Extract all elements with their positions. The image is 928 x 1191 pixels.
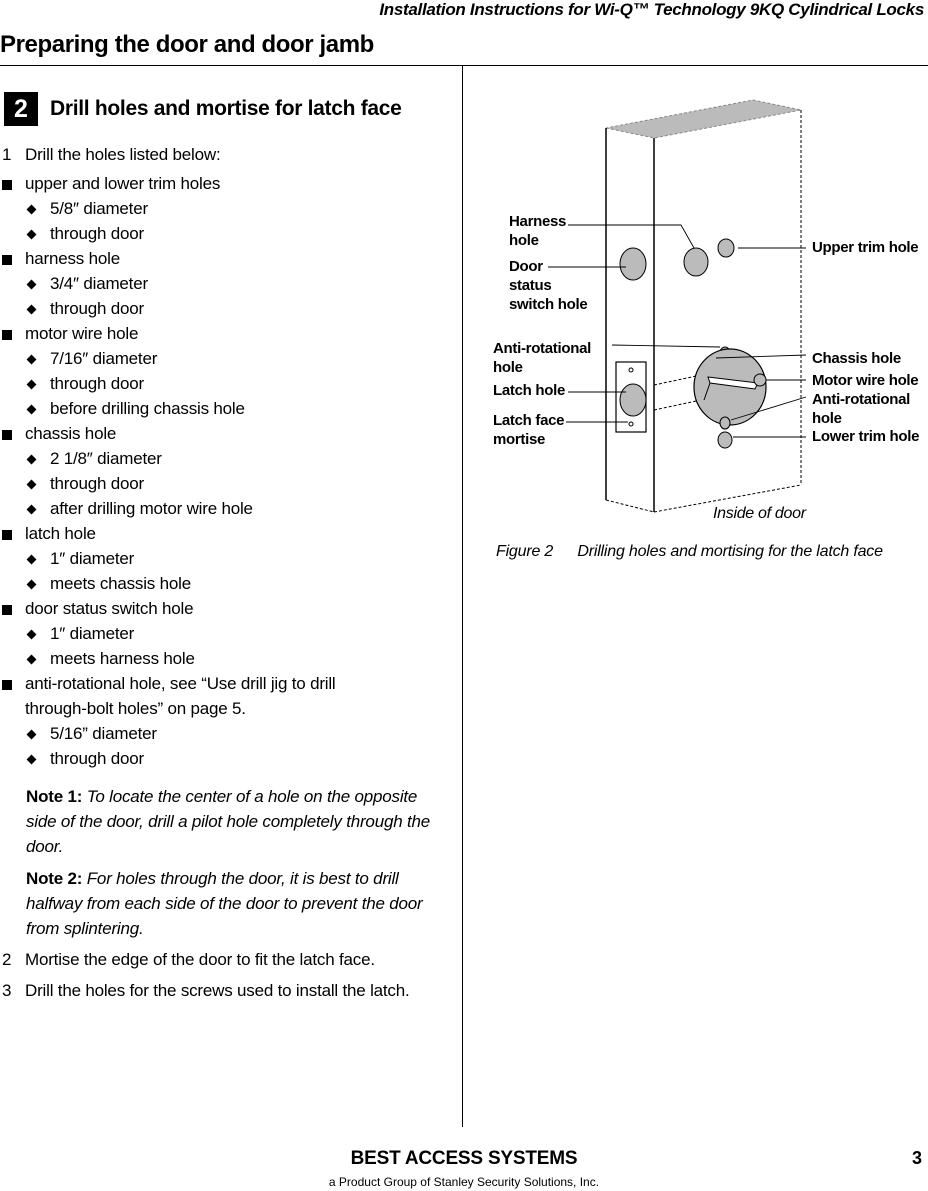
label-anti-rotational-hole-right: Anti-rotational hole bbox=[812, 391, 910, 427]
instruction-item: Drill the holes for the screws used to install the latch. bbox=[25, 981, 410, 1000]
door-bottom-edge bbox=[606, 500, 654, 512]
door-status-switch-hole bbox=[620, 248, 646, 280]
sub-list-item: through door bbox=[50, 749, 145, 768]
sub-list-item: before drilling chassis hole bbox=[50, 399, 245, 418]
square-bullet-icon bbox=[2, 255, 12, 265]
anti-rotational-hole-lower bbox=[720, 417, 730, 429]
diamond-bullet-icon bbox=[27, 230, 37, 240]
note-1 bbox=[26, 784, 438, 859]
page-number: 3 bbox=[911, 1148, 922, 1168]
sub-list-item: meets chassis hole bbox=[50, 574, 191, 593]
note-2 bbox=[26, 866, 438, 941]
sub-list-item: through door bbox=[50, 224, 145, 243]
header-divider bbox=[0, 65, 928, 66]
step-heading bbox=[4, 92, 402, 126]
diamond-bullet-icon bbox=[27, 555, 37, 565]
latch-bore-bottom bbox=[654, 400, 701, 410]
upper-trim-hole bbox=[718, 239, 734, 257]
door-top-shading bbox=[606, 100, 801, 138]
square-bullet-icon bbox=[2, 330, 12, 340]
sub-list-item: through door bbox=[50, 474, 145, 493]
list-item: motor wire hole bbox=[25, 324, 139, 343]
note-text: To locate the center of a hole on the opposite side of the door, drill a pilot hole completely through the door. bbox=[26, 787, 431, 856]
list-item: latch hole bbox=[25, 524, 96, 543]
caption-label: Figure 2 bbox=[496, 543, 554, 560]
step-number-badge: 2 bbox=[4, 92, 38, 126]
sub-list-item: 5/8″ diameter bbox=[50, 199, 148, 218]
sub-list-item: 1″ diameter bbox=[50, 624, 135, 643]
sub-list-item: after drilling motor wire hole bbox=[50, 499, 253, 518]
list-item: door status switch hole bbox=[25, 599, 194, 618]
sub-list-item: 3/4″ diameter bbox=[50, 274, 148, 293]
diamond-bullet-icon bbox=[27, 405, 37, 415]
item-number: 1 bbox=[2, 145, 12, 164]
diamond-bullet-icon bbox=[27, 355, 37, 365]
label-anti-rotational-hole-left: Anti-rotational hole bbox=[493, 340, 591, 376]
harness-hole bbox=[684, 248, 708, 276]
sub-list-item: 1″ diameter bbox=[50, 549, 135, 568]
diamond-bullet-icon bbox=[27, 630, 37, 640]
label-harness-hole: Harness hole bbox=[509, 213, 567, 249]
note-text: For holes through the door, it is best to drill halfway from each side of the door to prevent the door from splintering. bbox=[26, 869, 423, 938]
figure-caption bbox=[496, 543, 883, 561]
harness-leader bbox=[568, 225, 694, 248]
diamond-bullet-icon bbox=[27, 455, 37, 465]
footer-company: BEST ACCESS SYSTEMS bbox=[350, 1148, 578, 1169]
sub-list-item: meets harness hole bbox=[50, 649, 195, 668]
motor-wire-hole bbox=[754, 374, 766, 386]
anti-rotational-left-leader bbox=[612, 345, 720, 347]
diamond-bullet-icon bbox=[27, 730, 37, 740]
diamond-bullet-icon bbox=[27, 380, 37, 390]
instruction-item: Mortise the edge of the door to fit the latch face. bbox=[25, 950, 375, 969]
list-item: upper and lower trim holes bbox=[25, 174, 221, 193]
square-bullet-icon bbox=[2, 180, 12, 190]
step-title: Drill holes and mortise for latch face bbox=[50, 97, 402, 120]
sub-list-item: 2 1/8″ diameter bbox=[50, 449, 162, 468]
latch-hole bbox=[620, 384, 646, 416]
square-bullet-icon bbox=[2, 430, 12, 440]
diamond-bullet-icon bbox=[27, 580, 37, 590]
list-item-continued: through-bolt holes” on page 5. bbox=[25, 699, 246, 718]
diamond-bullet-icon bbox=[27, 655, 37, 665]
document-title: Installation Instructions for Wi-Q™ Technology 9KQ Cylindrical Locks bbox=[379, 0, 924, 19]
note-label: Note 2: bbox=[26, 869, 83, 888]
label-chassis-hole: Chassis hole bbox=[812, 350, 901, 367]
label-inside-of-door: Inside of door bbox=[713, 505, 806, 522]
square-bullet-icon bbox=[2, 680, 12, 690]
label-lower-trim-hole: Lower trim hole bbox=[812, 428, 920, 445]
label-latch-face-mortise: Latch face mortise bbox=[493, 412, 565, 448]
diamond-bullet-icon bbox=[27, 480, 37, 490]
list-item: anti-rotational hole, see “Use drill jig to drill bbox=[25, 674, 336, 693]
sub-list-item: through door bbox=[50, 299, 145, 318]
list-item: harness hole bbox=[25, 249, 120, 268]
item-number: 2 bbox=[2, 950, 12, 969]
item-number: 3 bbox=[2, 981, 12, 1000]
diamond-bullet-icon bbox=[27, 280, 37, 290]
section-title: Preparing the door and door jamb bbox=[0, 31, 374, 58]
list-item: chassis hole bbox=[25, 424, 117, 443]
sub-list-item: through door bbox=[50, 374, 145, 393]
note-label: Note 1: bbox=[26, 787, 83, 806]
label-door-status-switch-hole: Door status switch hole bbox=[509, 258, 588, 313]
diamond-bullet-icon bbox=[27, 755, 37, 765]
label-latch-hole: Latch hole bbox=[493, 382, 566, 399]
lower-trim-hole bbox=[718, 432, 732, 448]
instruction-item: Drill the holes listed below: bbox=[25, 145, 221, 164]
label-upper-trim-hole: Upper trim hole bbox=[812, 239, 919, 256]
door-drilling-figure bbox=[476, 90, 928, 530]
diamond-bullet-icon bbox=[27, 305, 37, 315]
sub-list-item: 7/16″ diameter bbox=[50, 349, 158, 368]
sub-list-item: 5/16” diameter bbox=[50, 724, 157, 743]
footer-subtitle: a Product Group of Stanley Security Solutions, Inc. bbox=[328, 1175, 600, 1189]
column-divider bbox=[462, 65, 463, 1127]
diamond-bullet-icon bbox=[27, 205, 37, 215]
label-motor-wire-hole: Motor wire hole bbox=[812, 372, 919, 389]
square-bullet-icon bbox=[2, 605, 12, 615]
diamond-bullet-icon bbox=[27, 505, 37, 515]
square-bullet-icon bbox=[2, 530, 12, 540]
caption-text: Drilling holes and mortising for the latch face bbox=[577, 543, 883, 560]
